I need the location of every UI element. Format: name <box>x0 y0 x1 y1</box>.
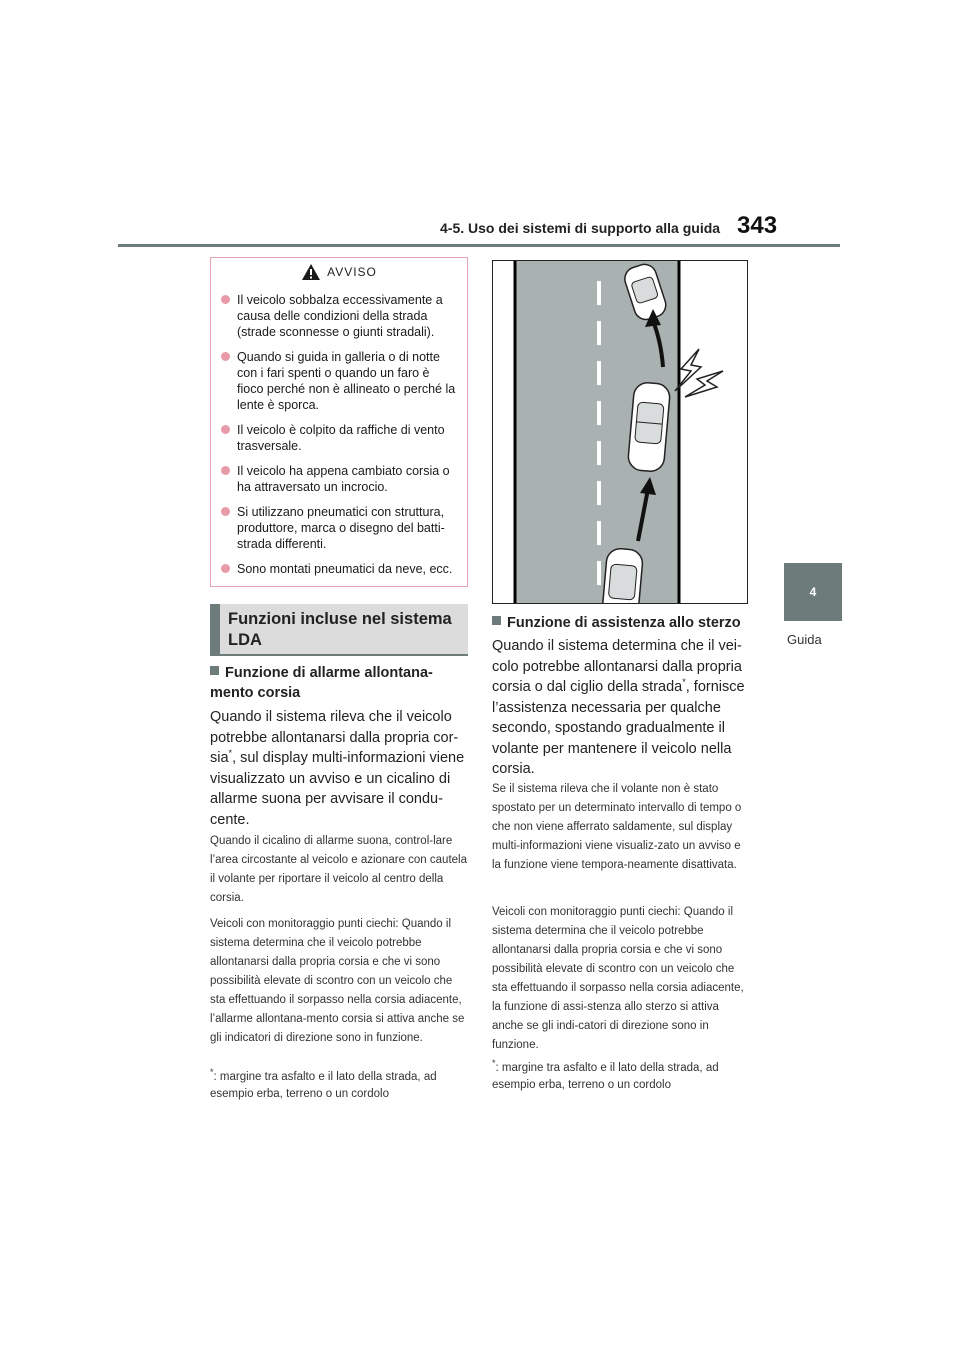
warning-item-text: Si utilizzano pneumatici con struttura, produttore, marca o disegno del batti-strada differenti. <box>237 505 445 551</box>
section-title: 4-5. Uso dei sistemi di supporto alla guida <box>440 220 721 236</box>
left-footnote <box>210 1069 468 1103</box>
warning-item <box>219 561 457 577</box>
left-footnote-text: : margine tra asfalto e il lato della strada, ad esempio erba, terreno o un cordolo <box>210 1071 437 1100</box>
right-note-2: Veicoli con monitoraggio punti ciechi: Quando il sistema determina che il veicolo potrebbe allontanarsi dalla propria corsia e che vi sono possibilità elevate di scontro con un veicolo che sta effettuando il sorpasso nella corsia adiacente, la funzione di assi-stenza allo sterzo si attiva anche se gli indi-catori di direzione sono in funzione. <box>492 906 744 1051</box>
bullet-icon <box>221 564 230 573</box>
right-intro <box>492 636 748 780</box>
road-diagram <box>493 261 748 604</box>
page-number: 343 <box>737 212 778 239</box>
warning-item-text: Sono montati pneumatici da neve, ecc. <box>237 562 453 576</box>
car-icon <box>602 548 644 604</box>
warning-item <box>219 504 457 552</box>
bullet-icon <box>221 295 230 304</box>
right-footnote <box>492 1060 748 1094</box>
warning-item <box>219 422 457 454</box>
right-intro-b: , fornisce l’assistenza necessaria per qualche secondo, spostando gradualmente il volante per mantenere il veicolo nella corsia. <box>492 679 745 777</box>
left-subheading-text: Funzione di allarme allontana-mento corsia <box>210 665 433 701</box>
warning-item <box>219 292 457 340</box>
left-subheading <box>210 663 468 703</box>
chapter-label: Guida <box>787 632 822 647</box>
right-subheading-text: Funzione di assistenza allo sterzo <box>507 615 741 631</box>
square-bullet-icon <box>492 616 501 625</box>
square-bullet-icon <box>210 666 219 675</box>
warning-item-text: Il veicolo ha appena cambiato corsia o ha attraversato un incrocio. <box>237 464 450 494</box>
warning-header <box>211 258 467 286</box>
warning-item-text: Il veicolo è colpito da raffiche di vento trasversale. <box>237 423 445 453</box>
header-rule <box>118 244 840 247</box>
section-heading: Funzioni incluse nel sistema LDA <box>210 604 468 656</box>
left-note-2: Veicoli con monitoraggio punti ciechi: Quando il sistema determina che il veicolo potrebbe allontanarsi dalla propria corsia e che vi sono possibilità elevate di scontro con un veicolo che sta effettuando il sorpasso nella corsia adiacente, l’allarme allontana-mento corsia si attiva anche se gli indicatori di direzione sono in funzione. <box>210 918 465 1044</box>
warning-title: AVVISO <box>327 265 377 279</box>
warning-box <box>210 257 468 587</box>
warning-item-text: Quando si guida in galleria o di notte con i fari spenti o quando un faro è fioco perché non è allineato o perché la lente è sporca. <box>237 350 456 412</box>
bullet-icon <box>221 425 230 434</box>
footnote-ref: * <box>228 748 233 759</box>
bullet-icon <box>221 466 230 475</box>
lane-illustration <box>492 260 748 604</box>
left-note-1: Quando il cicalino di allarme suona, control-lare l’area circostante al veicolo e azionare con cautela il volante per riportare il veicolo al centro della corsia. <box>210 835 467 904</box>
chapter-number: 4 <box>809 585 817 599</box>
footnote-ref: * <box>682 677 686 688</box>
warning-item <box>219 463 457 495</box>
left-intro <box>210 707 468 830</box>
warning-item-text: Il veicolo sobbalza eccessivamente a causa delle condizioni della strada (strade sconnesse o giunti stradali). <box>237 293 443 339</box>
chapter-tab <box>784 563 842 621</box>
bullet-icon <box>221 352 230 361</box>
warning-triangle-icon <box>301 263 321 281</box>
right-subheading <box>492 613 748 633</box>
warning-item <box>219 349 457 413</box>
bullet-icon <box>221 507 230 516</box>
right-intro-a: Quando il sistema determina che il vei-colo potrebbe allontanarsi dalla propria corsia o dal ciglio della strada <box>492 638 742 695</box>
warning-list <box>211 286 467 577</box>
car-icon <box>627 382 671 473</box>
left-intro-b: , sul display multi-informazioni viene visualizzato un avviso e un cicalino di allarme suona per avvisare il condu-cente. <box>210 750 465 828</box>
footnote-mark: * <box>492 1058 496 1069</box>
footnote-mark: * <box>210 1067 214 1078</box>
right-note-1: Se il sistema rileva che il volante non è stato spostato per un determinato intervallo di tempo o che non viene afferrato saldamente, sul display multi-informazioni viene visualiz-zato un avviso e la funzione viene tempora-neamente disattivata. <box>492 783 742 871</box>
left-intro-a: Quando il sistema rileva che il veicolo potrebbe allontanarsi dalla propria cor-sia <box>210 709 459 766</box>
right-footnote-text: : margine tra asfalto e il lato della strada, ad esempio erba, terreno o un cordolo <box>492 1062 719 1091</box>
